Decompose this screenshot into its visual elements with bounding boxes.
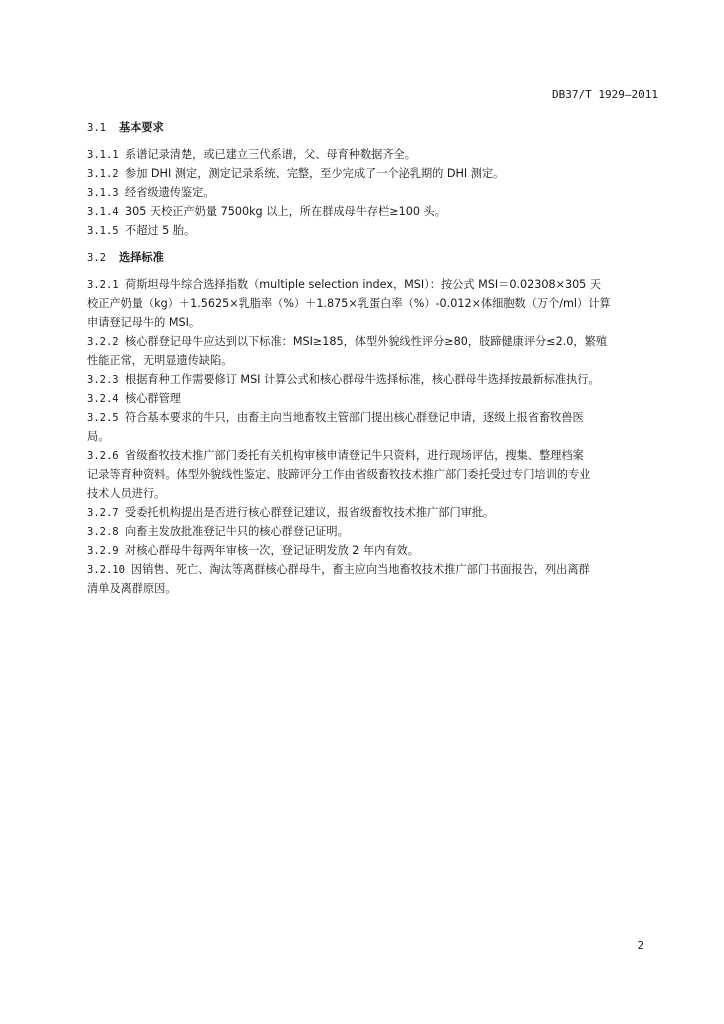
clause-text: 参加 DHI 测定，测定记录系统、完整，至少完成了一个泌乳期的 DHI 测定。 xyxy=(125,167,505,180)
clause-text: 不超过 5 胎。 xyxy=(125,224,196,237)
clause-text: 因销售、死亡、淘汰等离群核心群母牛，畜主应向当地畜牧技术推广部门书面报告，列出离群 xyxy=(131,563,590,576)
clause-3-2-10-line-2: 清单及离群原因。 xyxy=(87,582,177,595)
clause-number: 3.2.8 xyxy=(87,526,119,538)
clause-number: 3.1.1 xyxy=(87,149,119,161)
clause-text: 核心群管理 xyxy=(125,392,181,405)
clause-text: 向畜主发放批准登记牛只的核心群登记证明。 xyxy=(125,525,349,538)
clause-3-2-4-line-1 xyxy=(87,389,659,408)
clause-3-1-1 xyxy=(87,145,659,164)
clause-3-2-6-line-2: 记录等育种资料。体型外貌线性鉴定、肢蹄评分工作由省级畜牧技术推广部门委托受过专门培训的专业 xyxy=(87,468,591,481)
clause-number: 3.2.3 xyxy=(87,374,119,386)
section-number: 3.1 xyxy=(87,122,106,134)
clause-text: 省级畜牧技术推广部门委托有关机构审核申请登记牛只资料，进行现场评估，搜集、整理档案 xyxy=(125,449,584,462)
clause-number: 3.1.5 xyxy=(87,225,119,237)
clause-number: 3.1.3 xyxy=(87,187,119,199)
clause-3-1-4 xyxy=(87,202,659,221)
clause-number: 3.1.4 xyxy=(87,206,119,218)
clause-number: 3.2.1 xyxy=(87,279,119,291)
clause-number: 3.1.2 xyxy=(87,168,119,180)
document-body xyxy=(87,118,659,598)
section-number: 3.2 xyxy=(87,252,106,264)
clause-3-2-1-line-1 xyxy=(87,275,659,294)
clause-text: 系谱记录清楚，或已建立三代系谱，父、母育种数据齐全。 xyxy=(125,148,416,161)
clause-3-2-6-line-1 xyxy=(87,446,659,465)
clause-text: 符合基本要求的牛只，由畜主向当地畜牧主管部门提出核心群登记申请，逐级上报省畜牧兽医 xyxy=(125,411,584,424)
section-title: 基本要求 xyxy=(119,121,164,134)
clause-text: 荷斯坦母牛综合选择指数（multiple selection index，MSI）：按公式 MSI＝0.02308×305 天 xyxy=(125,278,602,291)
clause-number: 3.2.2 xyxy=(87,336,119,348)
clause-number: 3.2.5 xyxy=(87,412,119,424)
clause-3-2-5-line-2: 局。 xyxy=(87,430,110,443)
clause-text: 305 天校正产奶量 7500kg 以上，所在群成母牛存栏≥100 头。 xyxy=(125,205,446,218)
clause-text: 核心群登记母牛应达到以下标准：MSI≥185，体型外貌线性评分≥80，肢蹄健康评分≤2.0，繁殖 xyxy=(125,335,607,348)
clause-3-2-5-line-1 xyxy=(87,408,659,427)
clause-text: 经省级遗传鉴定。 xyxy=(125,186,215,199)
clause-3-1-5 xyxy=(87,221,659,240)
clause-number: 3.2.6 xyxy=(87,450,119,462)
clause-number: 3.2.10 xyxy=(87,564,125,576)
clause-3-2-2-line-1 xyxy=(87,332,659,351)
page-number: 2 xyxy=(637,940,644,952)
document-code: DB37/T 1929—2011 xyxy=(552,88,658,101)
clause-number: 3.2.9 xyxy=(87,545,119,557)
clause-number: 3.2.4 xyxy=(87,393,119,405)
clause-text: 对核心群母牛每两年审核一次，登记证明发放 2 年内有效。 xyxy=(125,544,419,557)
clause-3-2-7-line-1 xyxy=(87,503,659,522)
clause-3-2-9-line-1 xyxy=(87,541,659,560)
section-heading-3-2 xyxy=(87,248,659,267)
clause-3-2-1-line-2: 校正产奶量（kg）＋1.5625×乳脂率（%）＋1.875×乳蛋白率（%）-0.012×体细胞数（万个/ml）计算 xyxy=(87,297,611,310)
clause-3-2-3-line-1 xyxy=(87,370,659,389)
clause-3-2-1-line-3: 申请登记母牛的 MSI。 xyxy=(87,316,201,329)
clause-3-2-6-line-3: 技术人员进行。 xyxy=(87,487,166,500)
clause-3-1-2 xyxy=(87,164,659,183)
clause-3-2-8-line-1 xyxy=(87,522,659,541)
clause-3-2-10-line-1 xyxy=(87,560,659,579)
clause-text: 根据育种工作需要修订 MSI 计算公式和核心群母牛选择标准，核心群母牛选择按最新标准执行。 xyxy=(125,373,600,386)
clause-text: 受委托机构提出是否进行核心群登记建议，报省级畜牧技术推广部门审批。 xyxy=(125,506,495,519)
section-title: 选择标准 xyxy=(119,251,164,264)
clause-3-1-3 xyxy=(87,183,659,202)
section-heading-3-1 xyxy=(87,118,659,137)
clause-3-2-2-line-2: 性能正常，无明显遗传缺陷。 xyxy=(87,354,233,367)
clause-number: 3.2.7 xyxy=(87,507,119,519)
